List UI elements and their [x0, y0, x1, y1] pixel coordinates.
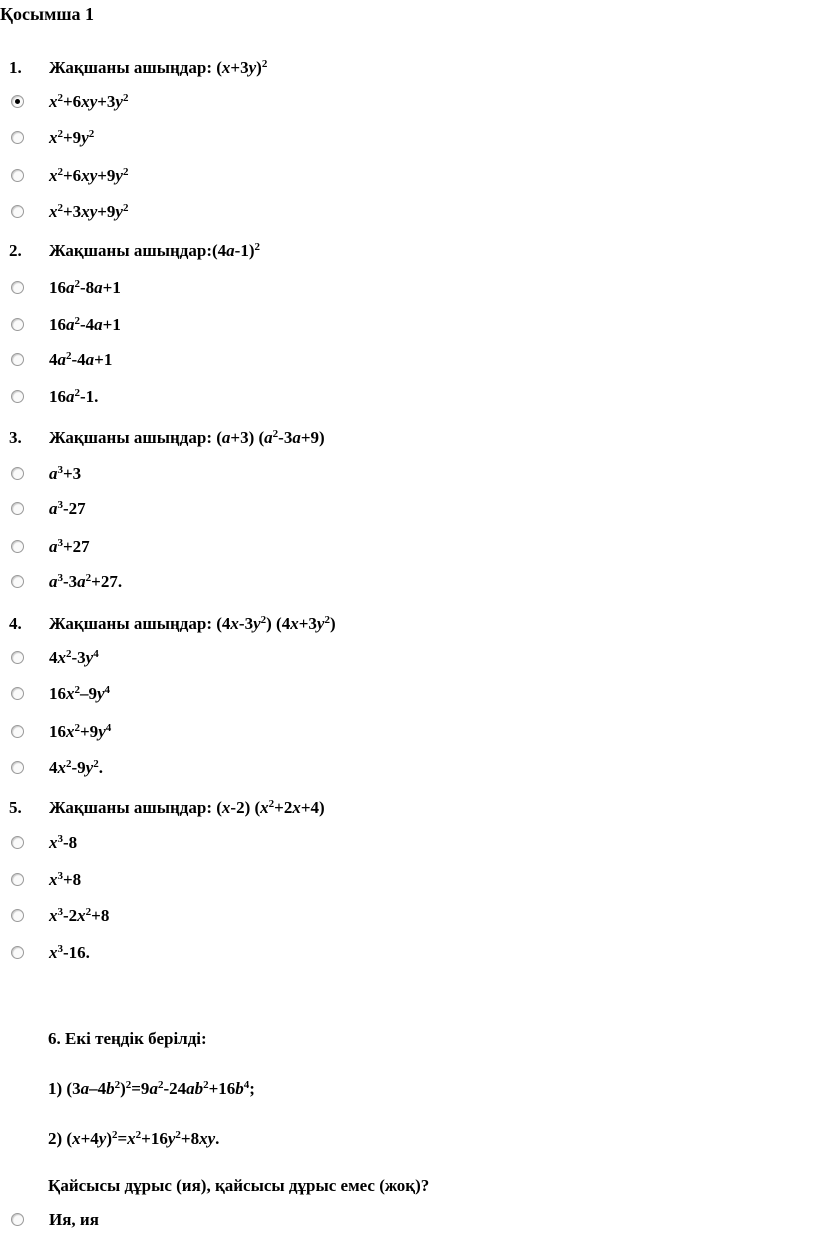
question-number: 2.	[9, 241, 22, 260]
option-label: $a^3-27$	[49, 499, 86, 518]
radio-button-icon[interactable]	[11, 1213, 24, 1226]
radio-button-icon[interactable]	[11, 502, 24, 515]
option-label: $x^2+6xy+3y^2$	[49, 92, 129, 111]
radio-button-icon[interactable]	[11, 725, 24, 738]
option-label: $16x^2+9y^4$	[49, 722, 112, 741]
radio-button-icon[interactable]	[11, 540, 24, 553]
option-label: $16a^2-4a+1$	[49, 315, 121, 334]
question-6-equation-2: 2) $(x+4y)^2=x^2+16y^2+8xy$.	[48, 1129, 220, 1148]
option-label: $a^3-3a^2+27$.	[49, 572, 123, 591]
radio-button-icon[interactable]	[11, 281, 24, 294]
question-text: Жақшаны ашыңдар: (a+3) $(a^2-3a+9)$	[49, 428, 325, 447]
radio-button-icon[interactable]	[11, 836, 24, 849]
radio-button-icon[interactable]	[11, 205, 24, 218]
question-text: Жақшаны ашыңдар: (x-2) $(x^2+2x+4)$	[49, 798, 325, 817]
question-number: 1.	[9, 58, 22, 77]
question-2	[9, 241, 260, 261]
option-label: $16a^2-1$.	[49, 387, 99, 406]
option-label: $x^3-8$	[49, 833, 78, 852]
option-label: $16x^2-9y^4$	[49, 684, 111, 703]
question-6-prompt: Қайсысы дұрыс (ия), қайсысы дұрыс емес (жоқ)?	[48, 1176, 430, 1195]
option-label: $4x^2-9y^2$.	[49, 758, 103, 777]
option-label: $16a^2-8a+1$	[49, 278, 121, 297]
question-number: 5.	[9, 798, 22, 817]
radio-button-icon[interactable]	[11, 946, 24, 959]
radio-button-icon[interactable]	[11, 909, 24, 922]
radio-button-icon[interactable]	[11, 131, 24, 144]
option-label: $a^3+3$	[49, 464, 82, 483]
page-title: Қосымша 1	[0, 4, 95, 24]
radio-dot-icon	[15, 99, 20, 104]
radio-button-icon[interactable]	[11, 687, 24, 700]
radio-button-icon[interactable]	[11, 873, 24, 886]
radio-button-icon[interactable]	[11, 761, 24, 774]
radio-button-icon[interactable]	[11, 467, 24, 480]
option-label: $x^2+3xy+9y^2$	[49, 202, 129, 221]
question-number: 3.	[9, 428, 22, 447]
option-label: $x^3-2x^2+8$	[49, 906, 110, 925]
question-text: Жақшаны ашыңдар: $(4x-3y^2)$ $(4x+3y^2)$	[49, 614, 336, 633]
question-text: Жақшаны $ашыңдар:(4a-1)^2$	[49, 241, 260, 260]
question-6-equation-1: 1) $(3a-4b^2)^2=9a^2-24ab^2+16b^4$;	[48, 1079, 255, 1098]
option-label: $x^3-16$.	[49, 943, 90, 962]
option-label: $x^2+9y^2$	[49, 128, 95, 147]
question-5	[9, 798, 325, 818]
question-3	[9, 428, 325, 448]
option-label: $x^2+6xy+9y^2$	[49, 166, 129, 185]
option-label: $x^3+8$	[49, 870, 82, 889]
question-number: 4.	[9, 614, 22, 633]
radio-button-icon[interactable]	[11, 651, 24, 664]
radio-button-icon[interactable]	[11, 353, 24, 366]
radio-button-icon[interactable]	[11, 169, 24, 182]
question-1	[9, 58, 267, 78]
question-text: Жақшаны ашыңдар: $(x+3y)^2$	[49, 58, 268, 77]
option-label: $a^3+27$	[49, 537, 90, 556]
radio-selected-icon[interactable]	[11, 95, 24, 108]
radio-button-icon[interactable]	[11, 575, 24, 588]
radio-button-icon[interactable]	[11, 318, 24, 331]
option-label: $4a^2-4a+1$	[49, 350, 113, 369]
option-label: Ия, ия	[49, 1210, 99, 1229]
radio-button-icon[interactable]	[11, 390, 24, 403]
question-6-heading: 6. Екі теңдік берілді:	[48, 1029, 207, 1048]
option-label: $4x^2-3y^4$	[49, 648, 99, 667]
question-4	[9, 614, 336, 634]
